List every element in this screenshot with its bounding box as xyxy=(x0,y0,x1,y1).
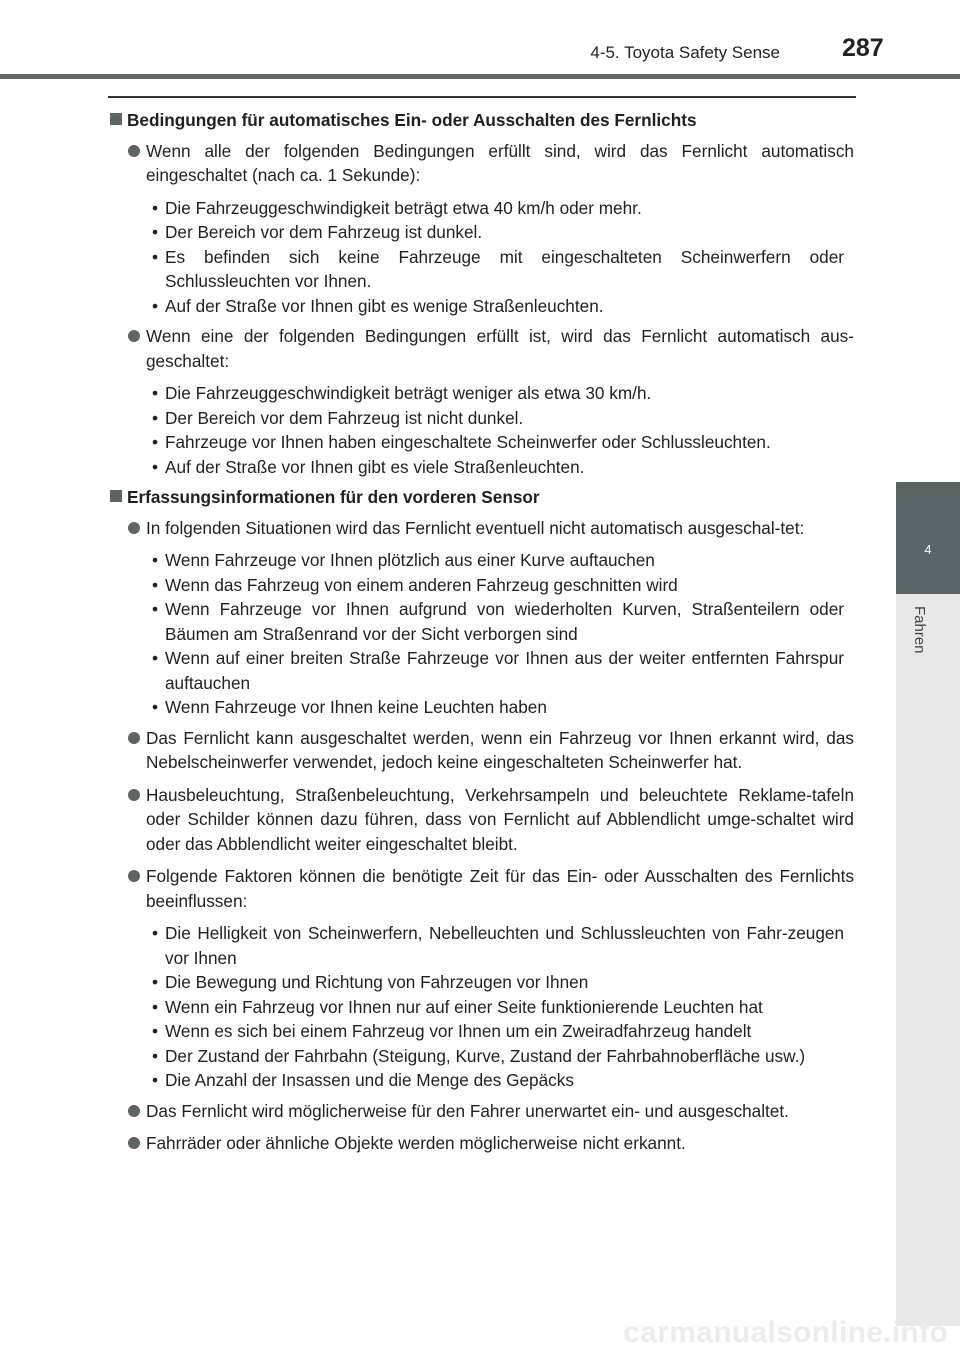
list-item xyxy=(146,695,854,720)
dot-bullet-icon: • xyxy=(152,456,159,477)
dot-bullet-icon: • xyxy=(152,383,159,403)
list-item-text: Wenn Fahrzeuge vor Ihnen aufgrund von wiederholten Kurven, Straßenteilern oder Bäumen am Straßenrand vor der Sicht verborgen sind xyxy=(165,599,844,644)
header-rule xyxy=(0,74,960,79)
list-item xyxy=(146,597,854,646)
list-item xyxy=(146,548,854,573)
list-item-text: Auf der Straße vor Ihnen gibt es wenige Straßenleuchten. xyxy=(165,295,604,316)
dot-bullet-icon: • xyxy=(152,972,159,992)
list-item xyxy=(146,1019,854,1044)
chapter-number: 4 xyxy=(924,542,932,557)
dot-bullet-icon: • xyxy=(152,923,159,943)
list-item-text: Die Fahrzeuggeschwindigkeit beträgt etwa 40 km/h oder mehr. xyxy=(165,197,642,218)
list-item xyxy=(146,970,854,995)
circle-bullet-icon xyxy=(128,522,140,534)
dot-bullet-icon: • xyxy=(152,1021,159,1041)
dot-bullet-icon: • xyxy=(152,550,159,570)
sub-list xyxy=(146,196,854,319)
bullet-paragraph-text: Das Fernlicht wird möglicherweise für den Fahrer unerwartet ein- und ausgeschaltet. xyxy=(146,1100,789,1121)
list-item-text: Auf der Straße vor Ihnen gibt es viele Straßenleuchten. xyxy=(165,456,585,477)
list-item-text: Wenn das Fahrzeug von einem anderen Fahrzeug geschnitten wird xyxy=(165,574,678,595)
bullet-paragraph-text: Wenn eine der folgenden Bedingungen erfüllt ist, wird das Fernlicht automatisch aus-geschaltet: xyxy=(146,326,854,371)
bullet-paragraph-text: Das Fernlicht kann ausgeschaltet werden, wenn ein Fahrzeug vor Ihnen erkannt wird, das Nebelscheinwerfer verwendet, jedoch keine eingeschalteten Scheinwerfer hat. xyxy=(146,727,854,772)
header-section-title: 4-5. Toyota Safety Sense xyxy=(590,43,780,62)
content-top-rule xyxy=(108,96,856,98)
dot-bullet-icon: • xyxy=(152,648,159,668)
section-heading xyxy=(108,485,854,510)
list-item-text: Die Anzahl der Insassen und die Menge des Gepäcks xyxy=(165,1070,574,1090)
bullet-paragraph xyxy=(108,516,854,541)
list-item-text: Wenn es sich bei einem Fahrzeug vor Ihnen um ein Zweiradfahrzeug handelt xyxy=(165,1021,752,1041)
dot-bullet-icon: • xyxy=(152,599,159,619)
dot-bullet-icon: • xyxy=(152,574,159,595)
list-item xyxy=(146,921,854,970)
list-item xyxy=(146,646,854,695)
list-item-text: Wenn Fahrzeuge vor Ihnen keine Leuchten haben xyxy=(165,697,547,717)
dot-bullet-icon: • xyxy=(152,407,159,428)
bullet-paragraph-text: In folgenden Situationen wird das Fernlicht eventuell nicht automatisch ausgeschal-tet: xyxy=(146,517,805,538)
sub-list xyxy=(146,548,854,720)
watermark: carmanualsonline.info xyxy=(623,1316,948,1349)
square-bullet-icon xyxy=(110,490,122,502)
circle-bullet-icon xyxy=(128,870,140,882)
square-bullet-icon xyxy=(110,113,122,125)
list-item-text: Die Fahrzeuggeschwindigkeit beträgt weniger als etwa 30 km/h. xyxy=(165,383,652,403)
bullet-paragraph xyxy=(108,783,854,857)
list-item-text: Der Zustand der Fahrbahn (Steigung, Kurve, Zustand der Fahrbahnoberfläche usw.) xyxy=(165,1045,806,1066)
list-item-text: Der Bereich vor dem Fahrzeug ist dunkel. xyxy=(165,222,483,242)
list-item-text: Wenn auf einer breiten Straße Fahrzeuge vor Ihnen aus der weiter entfernten Fahrspur auftauchen xyxy=(165,648,844,693)
list-item xyxy=(146,1068,854,1093)
main-content xyxy=(108,108,854,1164)
section-heading-text: Erfassungsinformationen für den vorderen Sensor xyxy=(127,487,540,507)
chapter-tab[interactable] xyxy=(896,482,960,594)
section-heading xyxy=(108,108,854,133)
section-heading-text: Bedingungen für automatisches Ein- oder Ausschalten des Fernlichts xyxy=(127,110,697,130)
circle-bullet-icon xyxy=(128,1105,140,1117)
bullet-paragraph xyxy=(108,726,854,775)
bullet-paragraph xyxy=(108,864,854,913)
list-item xyxy=(146,196,854,221)
chapter-label: Fahren xyxy=(911,606,928,654)
page-number: 287 xyxy=(842,34,884,62)
circle-bullet-icon xyxy=(128,789,140,801)
dot-bullet-icon: • xyxy=(152,432,159,452)
dot-bullet-icon: • xyxy=(152,996,159,1017)
bullet-paragraph-text: Wenn alle der folgenden Bedingungen erfüllt sind, wird das Fernlicht automatisch eingeschaltet (nach ca. 1 Sekunde): xyxy=(146,140,854,185)
list-item-text: Fahrzeuge vor Ihnen haben eingeschaltete Scheinwerfer oder Schlussleuchten. xyxy=(165,432,771,452)
circle-bullet-icon xyxy=(128,145,140,157)
circle-bullet-icon xyxy=(128,1137,140,1149)
dot-bullet-icon: • xyxy=(152,246,159,267)
bullet-paragraph xyxy=(108,1131,854,1156)
dot-bullet-icon: • xyxy=(152,295,159,316)
list-item xyxy=(146,294,854,319)
list-item xyxy=(146,995,854,1020)
bullet-paragraph xyxy=(108,139,854,188)
list-item-text: Wenn Fahrzeuge vor Ihnen plötzlich aus einer Kurve auftauchen xyxy=(165,550,655,570)
chapter-side-strip xyxy=(896,594,960,1326)
list-item-text: Der Bereich vor dem Fahrzeug ist nicht dunkel. xyxy=(165,407,524,428)
circle-bullet-icon xyxy=(128,330,140,342)
list-item xyxy=(146,430,854,455)
list-item xyxy=(146,1044,854,1069)
dot-bullet-icon: • xyxy=(152,697,159,717)
list-item xyxy=(146,455,854,480)
bullet-paragraph-text: Fahrräder oder ähnliche Objekte werden möglicherweise nicht erkannt. xyxy=(146,1133,686,1153)
list-item-text: Die Helligkeit von Scheinwerfern, Nebelleuchten und Schlussleuchten von Fahr-zeugen vor Ihnen xyxy=(165,923,844,968)
list-item xyxy=(146,406,854,431)
list-item-text: Wenn ein Fahrzeug vor Ihnen nur auf einer Seite funktionierende Leuchten hat xyxy=(165,996,763,1017)
sub-list xyxy=(146,921,854,1093)
bullet-paragraph-text: Folgende Faktoren können die benötigte Zeit für das Ein- oder Ausschalten des Fernlichts beeinflussen: xyxy=(146,866,854,911)
list-item xyxy=(146,220,854,245)
bullet-paragraph-text: Hausbeleuchtung, Straßenbeleuchtung, Verkehrsampeln und beleuchtete Reklame-tafeln oder Schilder können dazu führen, dass von Fernlicht auf Abblendlicht umge-schaltet wird oder das Abblendlicht weiter eingeschaltet bleibt. xyxy=(146,784,854,854)
bullet-paragraph xyxy=(108,324,854,373)
dot-bullet-icon: • xyxy=(152,222,159,242)
list-item-text: Die Bewegung und Richtung von Fahrzeugen vor Ihnen xyxy=(165,972,589,992)
dot-bullet-icon: • xyxy=(152,1070,159,1090)
dot-bullet-icon: • xyxy=(152,197,159,218)
circle-bullet-icon xyxy=(128,732,140,744)
sub-list xyxy=(146,381,854,479)
dot-bullet-icon: • xyxy=(152,1045,159,1066)
list-item-text: Es befinden sich keine Fahrzeuge mit eingeschalteten Scheinwerfern oder Schlussleuchten vor Ihnen. xyxy=(165,246,844,291)
list-item xyxy=(146,573,854,598)
bullet-paragraph xyxy=(108,1099,854,1124)
list-item xyxy=(146,245,854,294)
list-item xyxy=(146,381,854,406)
